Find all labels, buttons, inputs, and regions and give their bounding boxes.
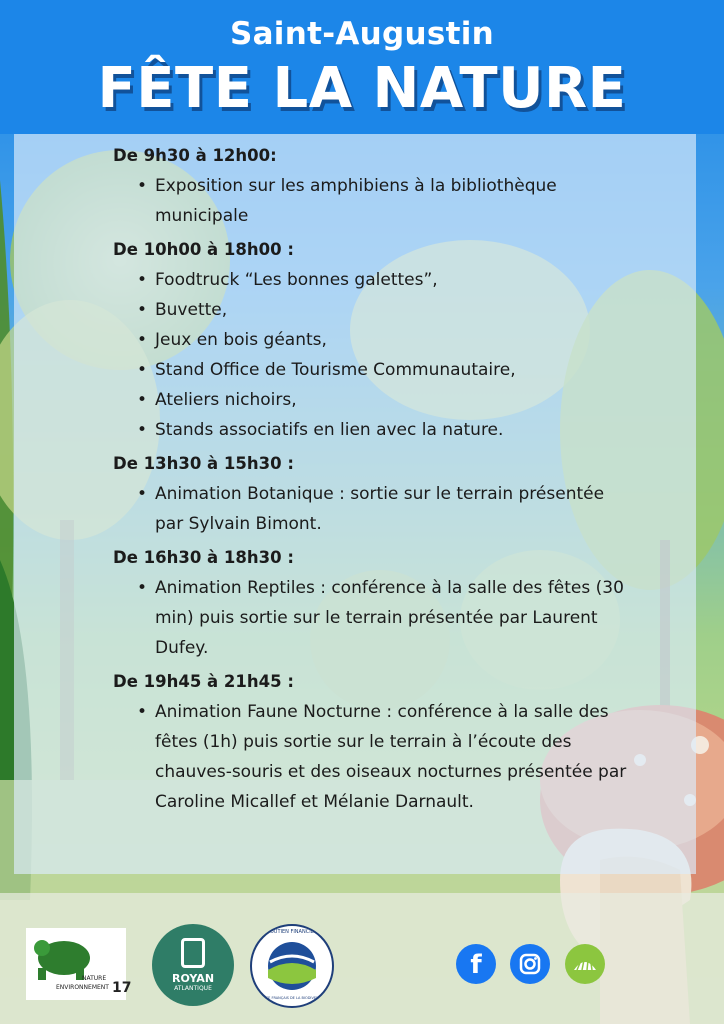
list-item: • Jeux en bois géants,	[113, 325, 633, 355]
list-item: • Animation Botanique : sortie sur le terrain présentée par Sylvain Bimont.	[113, 479, 633, 539]
section-time: De 10h00 à 18h00 :	[113, 240, 294, 259]
logo-text: NATURE	[82, 975, 107, 982]
list-item: • Foodtruck “Les bonnes galettes”,	[113, 265, 633, 295]
section-time: De 16h30 à 18h30 :	[113, 548, 294, 567]
list-item: • Exposition sur les amphibiens à la bibliothèque municipale	[113, 171, 633, 231]
program-section	[113, 449, 633, 539]
royan-r-icon	[181, 938, 205, 968]
program-section	[113, 141, 633, 231]
royan-atlantique-logo	[152, 924, 234, 1006]
list-item: • Stand Office de Tourisme Communautaire,	[113, 355, 633, 385]
logo-text: SOUTIEN FINANCIER	[266, 929, 318, 935]
nature-leaf-icon[interactable]	[565, 944, 605, 984]
logo-text: ATLANTIQUE	[174, 985, 212, 992]
list-item: • Stands associatifs en lien avec la nature.	[113, 415, 633, 445]
section-time: De 13h30 à 15h30 :	[113, 454, 294, 473]
event-location: Saint-Augustin	[229, 16, 495, 52]
logo-text: ROYAN	[171, 972, 215, 985]
program-section	[113, 235, 633, 445]
list-item: • Ateliers nichoirs,	[113, 385, 633, 415]
logo-text: OFFICE FRANÇAIS DE LA BIODIVERSITÉ	[257, 996, 327, 1000]
ofb-logo	[250, 924, 334, 1008]
program-content	[113, 141, 633, 821]
program-section	[113, 543, 633, 663]
section-time: De 19h45 à 21h45 :	[113, 672, 294, 691]
list-item: • Animation Faune Nocturne : conférence à la salle des fêtes (1h) puis sortie sur le terrain à l’écoute des chauves-souris et des oiseaux nocturnes présentée par Caroline Micallef et Mélanie Darnault.	[113, 697, 633, 817]
logo-number: 17	[112, 980, 132, 996]
facebook-icon[interactable]: f	[456, 944, 496, 984]
instagram-icon[interactable]	[510, 944, 550, 984]
ofb-emblem-icon	[252, 926, 332, 1006]
logo-text: ENVIRONNEMENT	[56, 984, 109, 991]
list-item: • Buvette,	[113, 295, 633, 325]
section-time: De 9h30 à 12h00:	[113, 146, 277, 165]
list-item: • Animation Reptiles : conférence à la salle des fêtes (30 min) puis sortie sur le terrain présentée par Laurent Dufey.	[113, 573, 633, 663]
event-title: FÊTE LA NATURE	[97, 56, 627, 121]
program-section	[113, 667, 633, 817]
nature-environnement-logo	[26, 928, 132, 1000]
